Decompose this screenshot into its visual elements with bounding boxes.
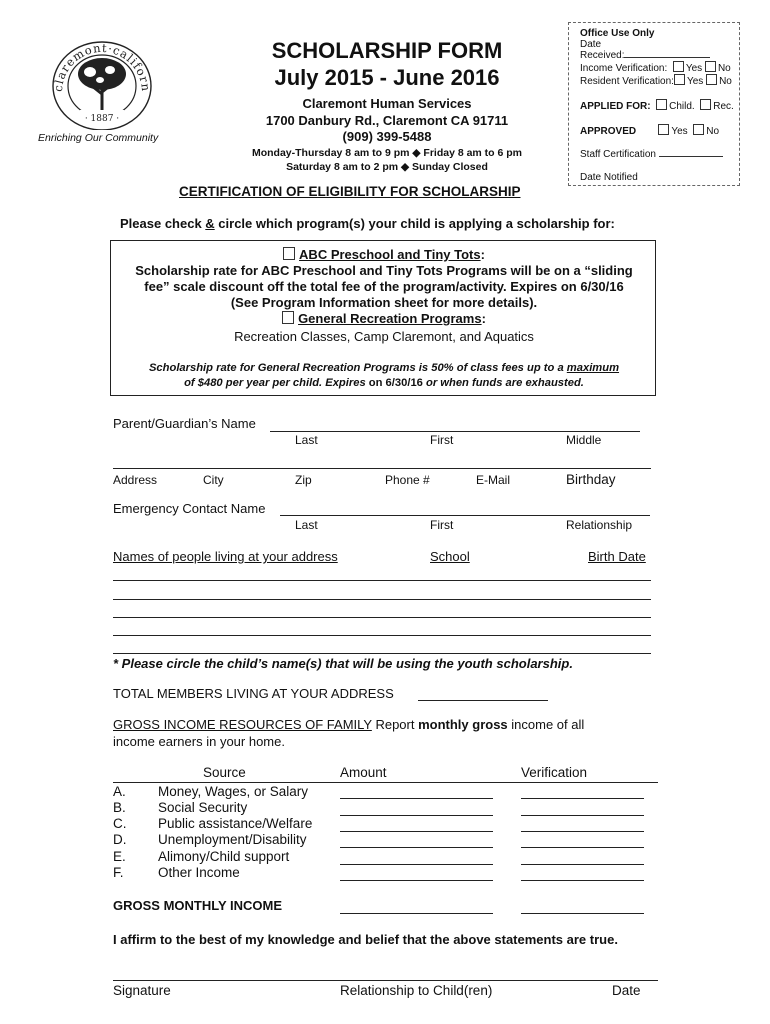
address-caption: Address: [113, 473, 158, 487]
gen-rate-line1: Scholarship rate for General Recreation Programs is 50% of class fees up to a maximum: [148, 362, 620, 374]
income-row-source: Public assistance/Welfare: [158, 816, 313, 831]
income-amount-field[interactable]: [340, 880, 493, 881]
city-caption: City: [203, 473, 224, 487]
office-date-notified: Date Notified: [580, 172, 638, 183]
household-row-1[interactable]: [113, 580, 651, 581]
income-row-source: Money, Wages, or Salary: [158, 784, 309, 799]
office-received: Received:: [580, 50, 739, 61]
hours-weekday: Monday-Thursday 8 am to 9 pm ◆ Friday 8 am to 6 pm: [251, 146, 523, 159]
office-resident-verification: Resident Verification: Yes No: [580, 76, 732, 87]
parent-name-field[interactable]: [270, 431, 640, 432]
parent-name-label: Parent/Guardian’s Name: [113, 416, 256, 431]
abc-rate-line1: Scholarship rate for ABC Preschool and Tiny Tots Programs will be on a “sliding: [135, 263, 633, 278]
office-income-verification: Income Verification: Yes No: [580, 63, 731, 74]
income-header-rule: [113, 782, 658, 783]
seal-arc-text: claremont·californ: [50, 40, 154, 93]
income-yes-checkbox[interactable]: [673, 61, 684, 72]
abc-rate-line3: (See Program Information sheet for more details).: [230, 295, 538, 310]
office-applied-for: APPLIED FOR: Child. Rec.: [580, 101, 734, 112]
income-row-source: Other Income: [158, 865, 240, 880]
gen-checkbox[interactable]: [282, 311, 294, 324]
resident-yes-checkbox[interactable]: [674, 74, 685, 85]
income-amount-header: Amount: [340, 765, 387, 780]
household-row-5[interactable]: [113, 653, 651, 654]
resident-no-checkbox[interactable]: [706, 74, 717, 85]
phone-caption: Phone #: [385, 473, 430, 487]
emergency-first-caption: First: [430, 518, 454, 532]
household-row-3[interactable]: [113, 617, 651, 618]
emergency-contact-field[interactable]: [280, 515, 650, 516]
affirmation-statement: I affirm to the best of my knowledge and belief that the above statements are true.: [113, 932, 618, 947]
city-seal-logo: [40, 30, 162, 130]
tagline: Enriching Our Community: [38, 132, 159, 144]
hours-weekend: Saturday 8 am to 2 pm ◆ Sunday Closed: [286, 160, 488, 173]
gross-monthly-amount-field[interactable]: [340, 913, 493, 914]
gen-program-option[interactable]: General Recreation Programs:: [111, 311, 657, 327]
income-amount-field[interactable]: [340, 798, 493, 799]
abc-checkbox[interactable]: [283, 247, 295, 260]
title-block: [222, 38, 552, 173]
emergency-last-caption: Last: [295, 518, 318, 532]
household-school-header: School: [430, 549, 470, 564]
income-amount-field[interactable]: [340, 847, 493, 848]
contact-info-field[interactable]: [113, 468, 651, 469]
income-row-letter: A.: [113, 784, 126, 799]
parent-last-caption: Last: [295, 433, 318, 447]
income-amount-field[interactable]: [340, 864, 493, 865]
income-row-letter: E.: [113, 849, 126, 864]
seal-year: · 1887 ·: [84, 114, 120, 124]
form-period: July 2015 - June 2016: [274, 65, 500, 90]
signature-line[interactable]: [113, 980, 658, 981]
abc-rate-line2: fee” scale discount off the total fee of the program/activity. Expires on 6/30/16: [144, 279, 624, 294]
income-row-letter: B.: [113, 800, 126, 815]
income-row-source: Social Security: [158, 800, 248, 815]
gen-rate-line2: of $480 per year per child. Expires on 6/30/16 or when funds are exhausted.: [184, 377, 584, 389]
income-verification-field[interactable]: [521, 864, 644, 865]
emergency-contact-label: Emergency Contact Name: [113, 501, 266, 516]
income-amount-field[interactable]: [340, 815, 493, 816]
form-title: SCHOLARSHIP FORM: [271, 38, 503, 63]
office-title: Office Use Only: [580, 28, 655, 39]
income-verification-field[interactable]: [521, 831, 644, 832]
birthday-caption: Birthday: [566, 472, 616, 487]
gross-monthly-income-label: GROSS MONTHLY INCOME: [113, 898, 283, 913]
applied-rec-checkbox[interactable]: [700, 99, 711, 110]
zip-caption: Zip: [295, 473, 312, 487]
email-caption: E-Mail: [476, 473, 511, 487]
certification-heading: CERTIFICATION OF ELIGIBILITY FOR SCHOLARSHIP: [179, 184, 521, 199]
income-row-source: Unemployment/Disability: [158, 832, 307, 847]
income-verification-field[interactable]: [521, 815, 644, 816]
check-prompt: Please check & circle which program(s) your child is applying a scholarship for:: [120, 216, 615, 231]
income-verification-field[interactable]: [521, 798, 644, 799]
applied-child-checkbox[interactable]: [656, 99, 667, 110]
gross-income-intro-line2: income earners in your home.: [113, 734, 285, 749]
org-name: Claremont Human Services: [302, 96, 472, 111]
income-source-header: Source: [203, 765, 246, 780]
household-names-header: Names of people living at your address: [113, 549, 338, 564]
org-address: 1700 Danbury Rd., Claremont CA 91711: [265, 112, 509, 128]
household-birthdate-header: Birth Date: [588, 549, 646, 564]
org-phone: (909) 399-5488: [342, 129, 432, 144]
income-row-letter: F.: [113, 865, 124, 880]
office-approved: APPROVED Yes No: [580, 126, 720, 137]
office-use-box: [568, 22, 740, 186]
parent-first-caption: First: [430, 433, 454, 447]
household-row-2[interactable]: [113, 599, 651, 600]
emergency-relationship-caption: Relationship: [566, 518, 633, 532]
total-members-label: TOTAL MEMBERS LIVING AT YOUR ADDRESS: [113, 686, 394, 701]
abc-program-option[interactable]: ABC Preschool and Tiny Tots:: [111, 247, 657, 263]
circle-child-note: * Please circle the child’s name(s) that will be using the youth scholarship.: [113, 656, 573, 671]
date-caption: Date: [612, 983, 641, 998]
office-date-label: Date: [580, 39, 602, 50]
parent-middle-caption: Middle: [566, 433, 602, 447]
income-row-letter: C.: [113, 816, 127, 831]
income-row-source: Alimony/Child support: [158, 849, 290, 864]
gross-monthly-verification-field[interactable]: [521, 913, 644, 914]
program-selection-box: [110, 240, 656, 396]
income-no-checkbox[interactable]: [705, 61, 716, 72]
gen-program-description: Recreation Classes, Camp Claremont, and Aquatics: [234, 329, 534, 344]
income-verification-field[interactable]: [521, 880, 644, 881]
office-staff-cert: Staff Certification: [580, 149, 739, 160]
approved-yes-checkbox[interactable]: [658, 124, 669, 135]
signature-caption: Signature: [113, 983, 171, 998]
income-verification-field[interactable]: [521, 847, 644, 848]
approved-no-checkbox[interactable]: [693, 124, 704, 135]
household-row-4[interactable]: [113, 635, 651, 636]
gross-income-intro: GROSS INCOME RESOURCES OF FAMILY Report monthly gross income of all: [113, 717, 585, 732]
relationship-caption: Relationship to Child(ren): [340, 983, 493, 998]
total-members-field[interactable]: [418, 700, 548, 701]
income-row-letter: D.: [113, 832, 127, 847]
income-verification-header: Verification: [521, 765, 588, 780]
income-amount-field[interactable]: [340, 831, 493, 832]
